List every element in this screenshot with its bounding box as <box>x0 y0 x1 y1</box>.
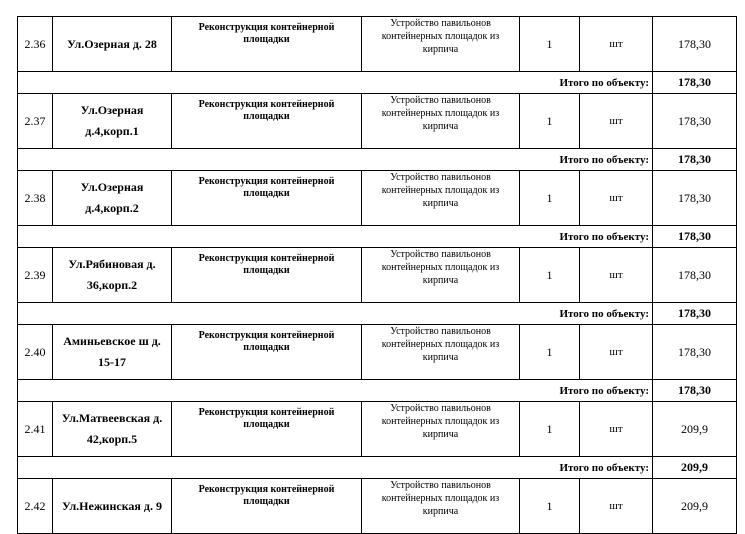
quantity-cell: 1 <box>520 17 580 72</box>
description-cell: Устройство павильонов контейнерных площадок из кирпича <box>362 479 520 534</box>
work-type-cell: Реконструкция контейнерной площадки <box>172 248 362 303</box>
total-row <box>18 226 737 248</box>
total-value: 178,30 <box>653 380 737 402</box>
row-number-cell: 2.41 <box>18 402 53 457</box>
value-cell: 178,30 <box>653 17 737 72</box>
work-type-cell: Реконструкция контейнерной площадки <box>172 171 362 226</box>
unit-cell: шт <box>580 325 653 380</box>
address-cell: Ул.Озерная д.4,корп.2 <box>53 171 172 226</box>
row-number-cell: 2.37 <box>18 94 53 149</box>
row-number-cell: 2.42 <box>18 479 53 534</box>
unit-cell: шт <box>580 171 653 226</box>
table-row <box>18 94 737 149</box>
total-value: 178,30 <box>653 226 737 248</box>
total-row <box>18 380 737 402</box>
table-row <box>18 325 737 380</box>
work-type-cell: Реконструкция контейнерной площадки <box>172 402 362 457</box>
description-cell: Устройство павильонов контейнерных площадок из кирпича <box>362 171 520 226</box>
description-cell: Устройство павильонов контейнерных площадок из кирпича <box>362 402 520 457</box>
objects-table <box>17 16 737 534</box>
total-row <box>18 149 737 171</box>
quantity-cell: 1 <box>520 171 580 226</box>
address-cell: Ул.Озерная д.4,корп.1 <box>53 94 172 149</box>
value-cell: 209,9 <box>653 402 737 457</box>
unit-cell: шт <box>580 248 653 303</box>
description-cell: Устройство павильонов контейнерных площадок из кирпича <box>362 94 520 149</box>
total-label: Итого по объекту: <box>18 226 653 248</box>
total-row <box>18 457 737 479</box>
table-row <box>18 171 737 226</box>
unit-cell: шт <box>580 94 653 149</box>
quantity-cell: 1 <box>520 402 580 457</box>
total-label: Итого по объекту: <box>18 149 653 171</box>
address-cell: Ул.Матвеевская д. 42,корп.5 <box>53 402 172 457</box>
description-cell: Устройство павильонов контейнерных площадок из кирпича <box>362 325 520 380</box>
table-row <box>18 479 737 534</box>
unit-cell: шт <box>580 479 653 534</box>
value-cell: 178,30 <box>653 171 737 226</box>
row-number-cell: 2.38 <box>18 171 53 226</box>
address-cell: Аминьевское ш д. 15-17 <box>53 325 172 380</box>
row-number-cell: 2.40 <box>18 325 53 380</box>
quantity-cell: 1 <box>520 94 580 149</box>
total-value: 178,30 <box>653 303 737 325</box>
total-value: 178,30 <box>653 72 737 94</box>
total-label: Итого по объекту: <box>18 457 653 479</box>
table-body <box>18 17 737 534</box>
address-cell: Ул.Озерная д. 28 <box>53 17 172 72</box>
total-label: Итого по объекту: <box>18 380 653 402</box>
unit-cell: шт <box>580 17 653 72</box>
row-number-cell: 2.36 <box>18 17 53 72</box>
value-cell: 178,30 <box>653 94 737 149</box>
quantity-cell: 1 <box>520 325 580 380</box>
total-label: Итого по объекту: <box>18 72 653 94</box>
address-cell: Ул.Нежинская д. 9 <box>53 479 172 534</box>
value-cell: 178,30 <box>653 325 737 380</box>
total-row <box>18 303 737 325</box>
total-row <box>18 72 737 94</box>
total-value: 209,9 <box>653 457 737 479</box>
table-row <box>18 17 737 72</box>
total-value: 178,30 <box>653 149 737 171</box>
row-number-cell: 2.39 <box>18 248 53 303</box>
work-type-cell: Реконструкция контейнерной площадки <box>172 479 362 534</box>
quantity-cell: 1 <box>520 479 580 534</box>
value-cell: 209,9 <box>653 479 737 534</box>
table-row <box>18 402 737 457</box>
work-type-cell: Реконструкция контейнерной площадки <box>172 94 362 149</box>
total-label: Итого по объекту: <box>18 303 653 325</box>
description-cell: Устройство павильонов контейнерных площадок из кирпича <box>362 17 520 72</box>
work-type-cell: Реконструкция контейнерной площадки <box>172 17 362 72</box>
unit-cell: шт <box>580 402 653 457</box>
value-cell: 178,30 <box>653 248 737 303</box>
table-row <box>18 248 737 303</box>
quantity-cell: 1 <box>520 248 580 303</box>
work-type-cell: Реконструкция контейнерной площадки <box>172 325 362 380</box>
description-cell: Устройство павильонов контейнерных площадок из кирпича <box>362 248 520 303</box>
address-cell: Ул.Рябиновая д. 36,корп.2 <box>53 248 172 303</box>
